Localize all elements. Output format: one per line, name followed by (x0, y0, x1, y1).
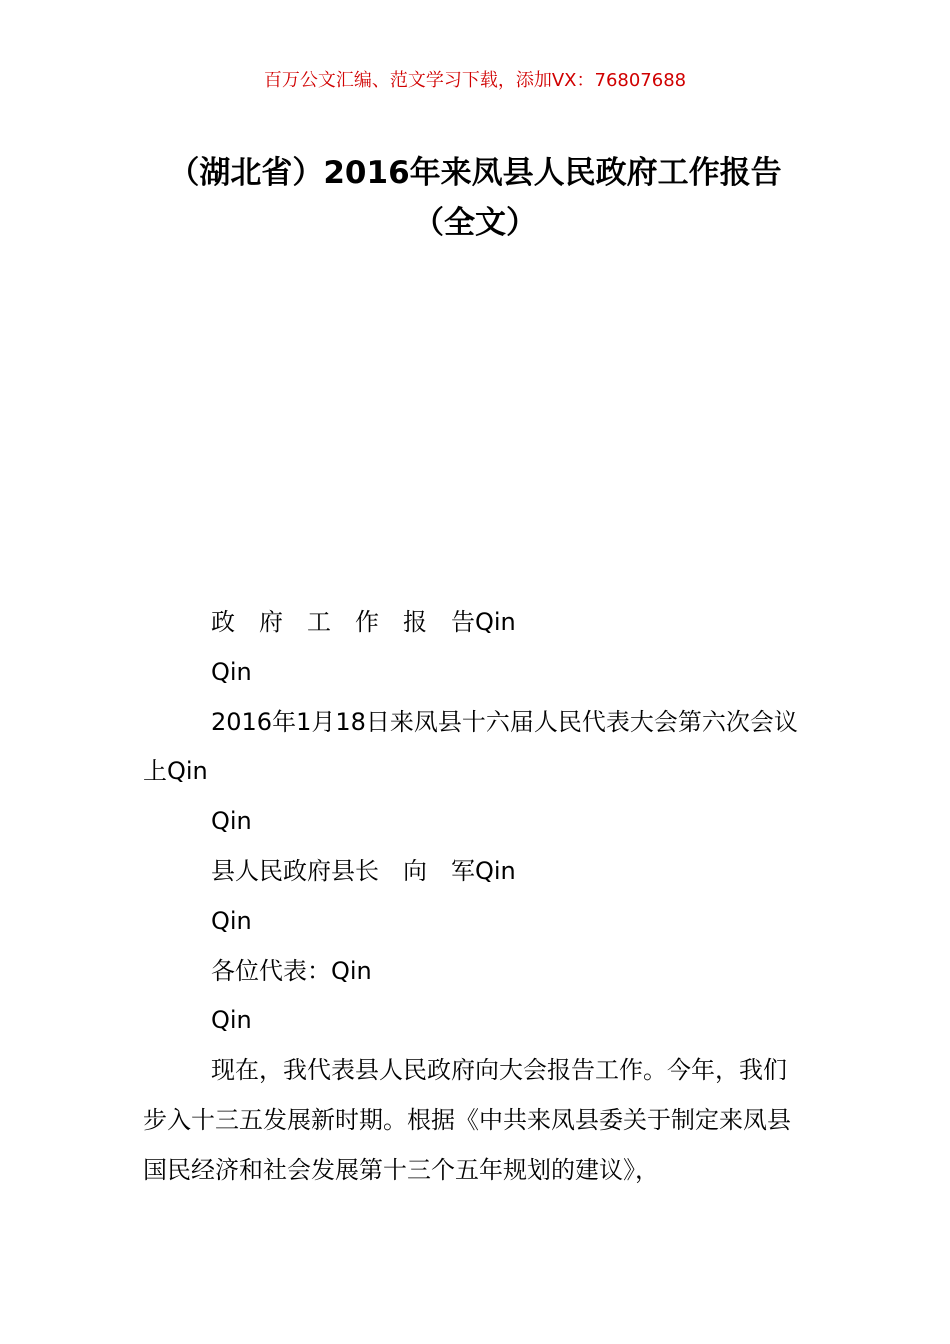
paragraph: Qin (211, 657, 252, 686)
document-title: （湖北省）2016年来凤县人民政府工作报告（全文） (168, 155, 782, 241)
meeting-date-line: 2016年1月18日来凤县十六届人民代表大会第六次会议上Qin (143, 707, 798, 786)
paragraph: Qin (211, 906, 252, 935)
document-body (143, 598, 809, 1196)
header-watermark-note: 百万公文汇编、范文学习下载，添加VX：76807688 (263, 70, 687, 91)
report-heading-line: 政 府 工 作 报 告Qin (211, 608, 516, 636)
speaker-line: 县人民政府县长 向 军Qin (211, 856, 516, 885)
salutation-line: 各位代表：Qin (211, 956, 372, 985)
opening-paragraph: 现在，我代表县人民政府向大会报告工作。今年，我们步入十三五发展新时期。根据《中共来凤县委关于制定来凤县国民经济和社会发展第十三个五年规划的建议》， (143, 1056, 791, 1184)
paragraph: Qin (211, 807, 252, 836)
paragraph: Qin (211, 1006, 252, 1035)
